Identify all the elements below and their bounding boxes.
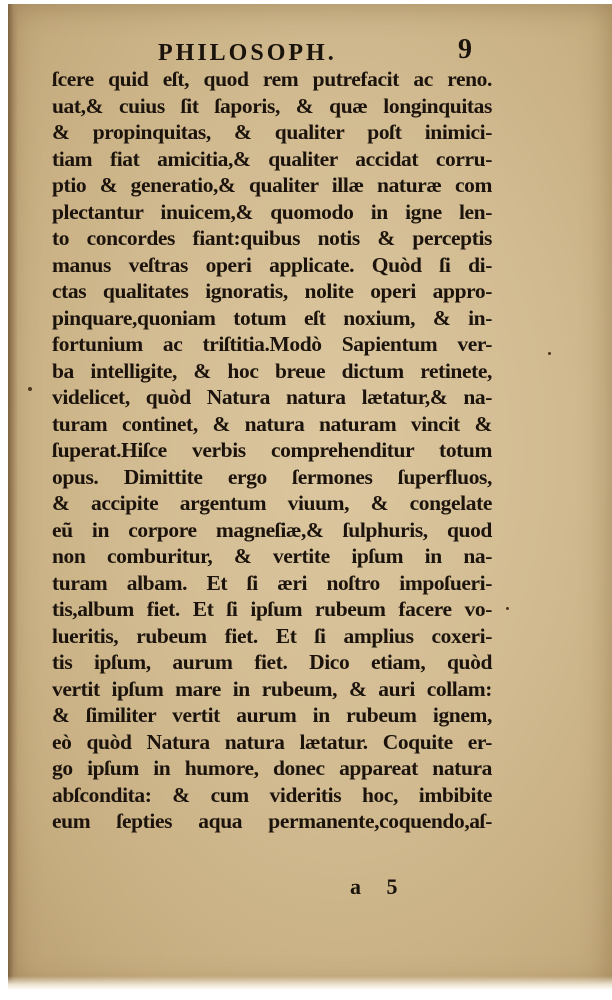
binding-shadow (8, 4, 18, 990)
text-line: non comburitur, & vertite ipſum in na- (52, 544, 492, 568)
text-line: tiam fiat amicitia,& qualiter accidat corru- (52, 146, 492, 171)
text-line: tis,album fiet. Et ſi ipſum rubeum facere vo- (52, 597, 492, 621)
text-line: pinquare,quoniam totum eſt noxium, & in- (52, 305, 492, 330)
text-line: fortunium ac triſtitia.Modò Sapientum ver- (52, 332, 492, 356)
text-line: abſcondita: & cum videritis hoc, imbibite (52, 782, 492, 807)
text-line: turam albam. Et ſi æri noſtro impoſueri- (52, 570, 492, 595)
text-line: vertit ipſum mare in rubeum, & auri collam: (52, 676, 492, 701)
signature-mark: a 5 (350, 874, 408, 899)
text-line: uat,& cuius ſit ſaporis, & quæ longinquitas (52, 93, 492, 118)
text-line: go ipſum in humore, donec appareat natura (52, 756, 492, 780)
text-line: eò quòd Natura natura lætatur. Coquite er- (52, 729, 492, 754)
text-line: eũ in corpore magneſiæ,& ſulphuris, quod (52, 517, 492, 542)
text-line: manus veſtras operi applicate. Quòd ſi di- (52, 252, 492, 277)
text-line: opus. Dimittite ergo ſermones ſuperfluos, (52, 464, 492, 489)
text-line: lueritis, rubeum fiet. Et ſi amplius coxeri- (52, 623, 492, 648)
text-line: tis ipſum, aurum fiet. Dico etiam, quòd (52, 650, 492, 674)
body-text (52, 66, 492, 835)
text-line: ſcere quid eſt, quod rem putrefacit ac reno. (52, 67, 492, 91)
text-line: ctas qualitates ignoratis, nolite operi appro- (52, 279, 492, 303)
text-line: ba intelligite, & hoc breue dictum retinete, (52, 358, 492, 383)
text-line: ſuperat.Hiſce verbis comprehenditur totum (52, 438, 492, 462)
text-line: ptio & generatio,& qualiter illæ naturæ com (52, 173, 492, 197)
text-line: & propinquitas, & qualiter poſt inimici- (52, 120, 492, 144)
page-number: 9 (458, 34, 472, 65)
paper-speck (28, 387, 32, 391)
book-page (8, 4, 612, 990)
paper-speck (506, 607, 509, 610)
page-bottom-edge (8, 976, 612, 990)
running-head: PHILOSOPH. (158, 40, 337, 66)
text-line: to concordes fiant:quibus notis & perceptis (52, 226, 492, 250)
text-line: plectantur inuicem,& quomodo in igne len- (52, 199, 492, 224)
text-line: & accipite argentum viuum, & congelate (52, 491, 492, 515)
text-line: turam continet, & natura naturam vincit & (52, 411, 492, 436)
text-line: videlicet, quòd Natura natura lætatur,& na- (52, 385, 492, 409)
text-line: eum ſepties aqua permanente,coquendo,aſ- (52, 809, 492, 833)
paper-speck (548, 352, 551, 355)
text-line: & ſimiliter vertit aurum in rubeum ignem, (52, 703, 492, 727)
